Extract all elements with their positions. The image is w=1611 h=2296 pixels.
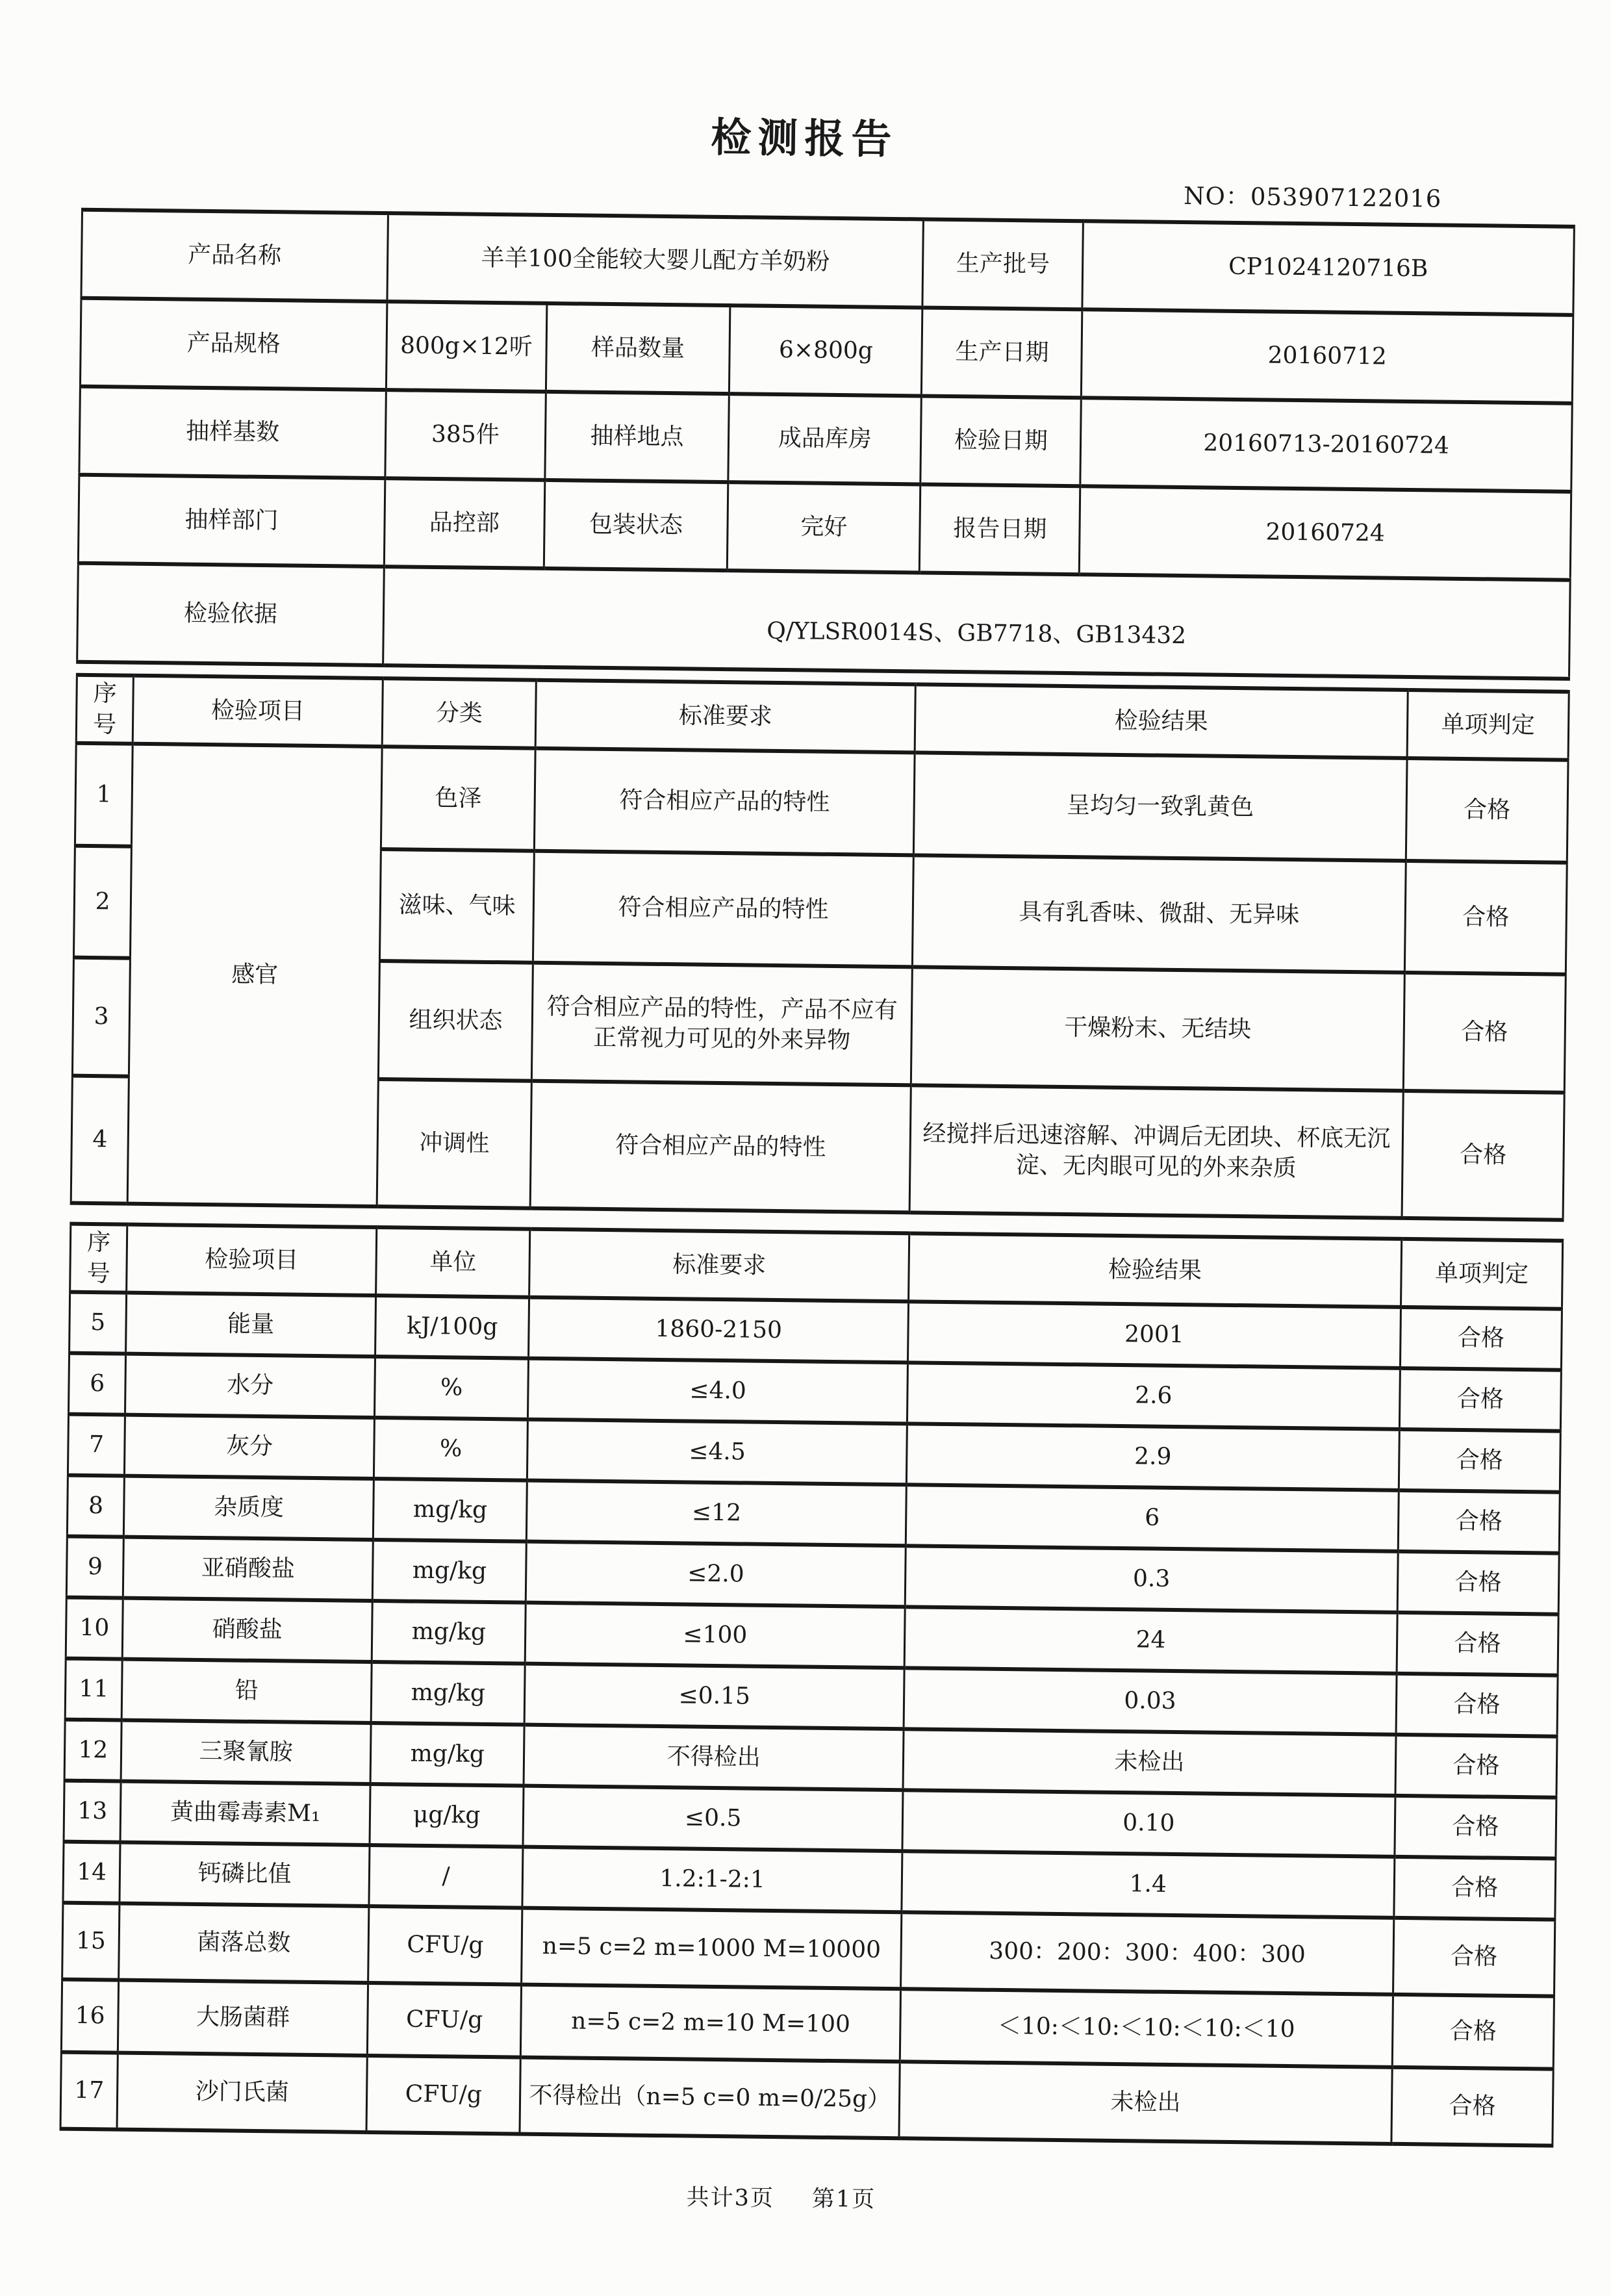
verdict: 合格 [1395,1796,1556,1859]
unit: CFU/g [367,1983,522,2058]
label-inspection-date: 检验日期 [920,396,1081,486]
standard: 符合相应产品的特性 [533,851,913,967]
verdict: 合格 [1399,1368,1561,1431]
seq-no: 17 [60,2052,118,2130]
seq-no: 16 [61,1980,119,2053]
unit: CFU/g [368,1906,522,1985]
item-name: 灰分 [125,1415,375,1479]
standard: ≤2.0 [526,1542,906,1607]
page-footer [0,2171,1587,2222]
sensory-table [70,673,1570,1222]
value-product-name: 羊羊100全能较大婴儿配方羊奶粉 [387,213,924,307]
seq-no: 2 [73,846,131,958]
standard: n=5 c=2 m=1000 M=10000 [522,1908,902,1989]
label-production-date: 生产日期 [922,307,1082,398]
standard: 1860-2150 [529,1297,908,1363]
result: 2.6 [907,1362,1400,1429]
standard: ≤0.5 [523,1786,902,1852]
seq-no: 10 [66,1598,123,1659]
label-inspection-basis: 检验依据 [77,563,385,665]
unit: mg/kg [372,1540,527,1603]
col-standard: 标准要求 [529,1229,909,1302]
value-inspection-date: 20160713-20160724 [1080,398,1572,492]
verdict: 合格 [1392,1995,1554,2069]
result: 6 [906,1485,1399,1551]
label-sampling-place: 抽样地点 [544,392,729,482]
result: 0.03 [904,1668,1397,1735]
report-number: NO：053907122016 [1183,182,1442,213]
col-unit: 单位 [375,1227,530,1297]
verdict: 合格 [1397,1551,1559,1614]
value-package-state: 完好 [727,482,920,572]
value-sampling-place: 成品库房 [728,394,922,484]
label-report-date: 报告日期 [920,484,1080,574]
seq-no: 5 [70,1292,127,1354]
verdict: 合格 [1391,2067,1553,2146]
standard: ≤0.15 [525,1664,904,1729]
info-table [76,208,1575,681]
seq-no: 9 [66,1537,123,1598]
result: 经搅拌后迅速溶解、冲调后无团块、杯底无沉淀、无肉眼可见的外来杂质 [909,1085,1403,1218]
verdict: 合格 [1395,1735,1557,1798]
result: 24 [904,1607,1397,1674]
category: 冲调性 [377,1079,532,1208]
table-row [81,210,1574,315]
standard: ≤12 [527,1481,906,1546]
result: 2.9 [906,1423,1399,1490]
category: 色泽 [381,746,535,851]
report-title: 检测报告 [710,113,898,164]
item-name: 杂质度 [124,1476,374,1540]
total-pages-label: 共计3页 [686,2184,775,2212]
seq-no: 6 [68,1353,125,1415]
seq-no: 15 [62,1903,120,1980]
result: 0.3 [905,1546,1398,1613]
col-standard: 标准要求 [536,680,916,753]
label-product-name: 产品名称 [81,210,388,301]
col-verdict: 单项判定 [1401,1239,1562,1309]
standard: 不得检出（n=5 c=0 m=0/25g） [520,2058,900,2139]
category: 组织状态 [378,961,533,1081]
value-report-date: 20160724 [1079,486,1571,580]
seq-no: 4 [71,1076,129,1204]
value-production-date: 20160712 [1082,309,1573,403]
standard: ≤100 [526,1603,905,1668]
unit: % [374,1357,529,1420]
table-row [75,743,1568,863]
verdict: 合格 [1396,1674,1558,1737]
label-sampling-dept: 抽样部门 [78,475,385,567]
unit: μg/kg [370,1784,524,1847]
verdict: 合格 [1406,758,1568,863]
standard: 不得检出 [524,1725,903,1791]
item-name: 黄曲霉毒素M₁ [120,1781,370,1845]
label-sample-qty: 样品数量 [546,303,730,394]
unit: CFU/g [366,2056,521,2134]
unit: / [369,1845,524,1908]
result: 具有乳香味、微甜、无异味 [912,855,1406,973]
col-item: 检验项目 [127,1225,377,1295]
verdict: 合格 [1398,1490,1560,1553]
item-name: 铅 [121,1659,372,1723]
value-batch-no: CP1024120716B [1082,221,1574,315]
result: 未检出 [903,1729,1396,1796]
table-row [60,2052,1553,2146]
label-package-state: 包装状态 [544,480,728,570]
standard: ≤4.5 [527,1420,907,1485]
table-row [79,387,1572,492]
col-result: 检验结果 [915,684,1408,758]
result: 2001 [907,1301,1401,1368]
unit: mg/kg [371,1662,526,1725]
seq-no: 11 [65,1659,122,1720]
value-sample-qty: 6×800g [729,305,923,396]
item-name: 水分 [125,1354,375,1418]
table-row [80,298,1573,403]
seq-no: 13 [64,1781,121,1843]
verdict: 合格 [1404,861,1567,975]
result: 干燥粉末、无结块 [911,967,1404,1091]
seq-no: 7 [68,1414,125,1476]
standard: 1.2:1-2:1 [522,1847,902,1913]
verdict: 合格 [1403,973,1566,1093]
table-row [77,563,1571,679]
item-name: 大肠菌群 [118,1980,368,2056]
value-inspection-basis: Q/YLSR0014S、GB7718、GB13432 [383,567,1570,679]
result: 1.4 [902,1851,1395,1918]
col-verdict: 单项判定 [1407,690,1569,760]
verdict: 合格 [1393,1918,1554,1996]
seq-no: 12 [64,1720,121,1781]
result: 呈均匀一致乳黄色 [913,752,1407,861]
item-name: 三聚氰胺 [121,1720,371,1784]
item-name: 沙门氏菌 [117,2053,367,2132]
seq-no: 8 [67,1475,124,1537]
label-product-spec: 产品规格 [80,298,387,390]
verdict: 合格 [1399,1429,1560,1492]
col-category: 分类 [382,678,537,748]
value-sampling-dept: 品控部 [384,478,544,568]
verdict: 合格 [1397,1613,1558,1676]
result: 300：200：300：400：300 [900,1912,1393,1995]
standard: 符合相应产品的特性，产品不应有正常视力可见的外来异物 [532,963,912,1086]
table-row [78,475,1571,580]
standard: 符合相应产品的特性 [535,748,915,856]
unit: % [374,1418,528,1481]
item-name: 亚硝酸盐 [123,1537,374,1601]
verdict: 合格 [1402,1091,1564,1220]
item-name: 感官 [127,744,382,1206]
result: 未检出 [899,2061,1392,2144]
result: ＜10:＜10:＜10:＜10:＜10 [900,1989,1393,2067]
verdict: 合格 [1400,1307,1562,1370]
current-page-label: 第1页 [811,2186,876,2213]
item-name: 钙磷比值 [120,1843,370,1906]
unit: mg/kg [370,1723,525,1786]
unit: kJ/100g [375,1295,529,1358]
item-name: 硝酸盐 [123,1598,373,1662]
label-sampling-base: 抽样基数 [79,387,386,478]
col-seq: 序号 [70,1224,127,1293]
col-seq: 序号 [76,675,133,744]
result: 0.10 [902,1790,1395,1857]
seq-no: 1 [75,743,133,847]
label-batch-no: 生产批号 [922,219,1083,309]
value-sampling-base: 385件 [385,390,546,480]
seq-no: 3 [72,958,130,1077]
value-product-spec: 800g×12听 [386,301,546,392]
col-result: 检验结果 [908,1233,1401,1307]
category: 滋味、气味 [379,849,535,963]
standard: n=5 c=2 m=10 M=100 [521,1985,901,2062]
item-name: 能量 [126,1293,376,1357]
physchem-table [59,1222,1564,2148]
verdict: 合格 [1394,1857,1556,1920]
col-item: 检验项目 [133,676,383,746]
standard: ≤4.0 [528,1358,907,1424]
standard: 符合相应产品的特性 [531,1081,911,1213]
unit: mg/kg [373,1479,527,1542]
item-name: 菌落总数 [119,1904,369,1983]
unit: mg/kg [372,1601,526,1664]
seq-no: 14 [63,1842,120,1904]
